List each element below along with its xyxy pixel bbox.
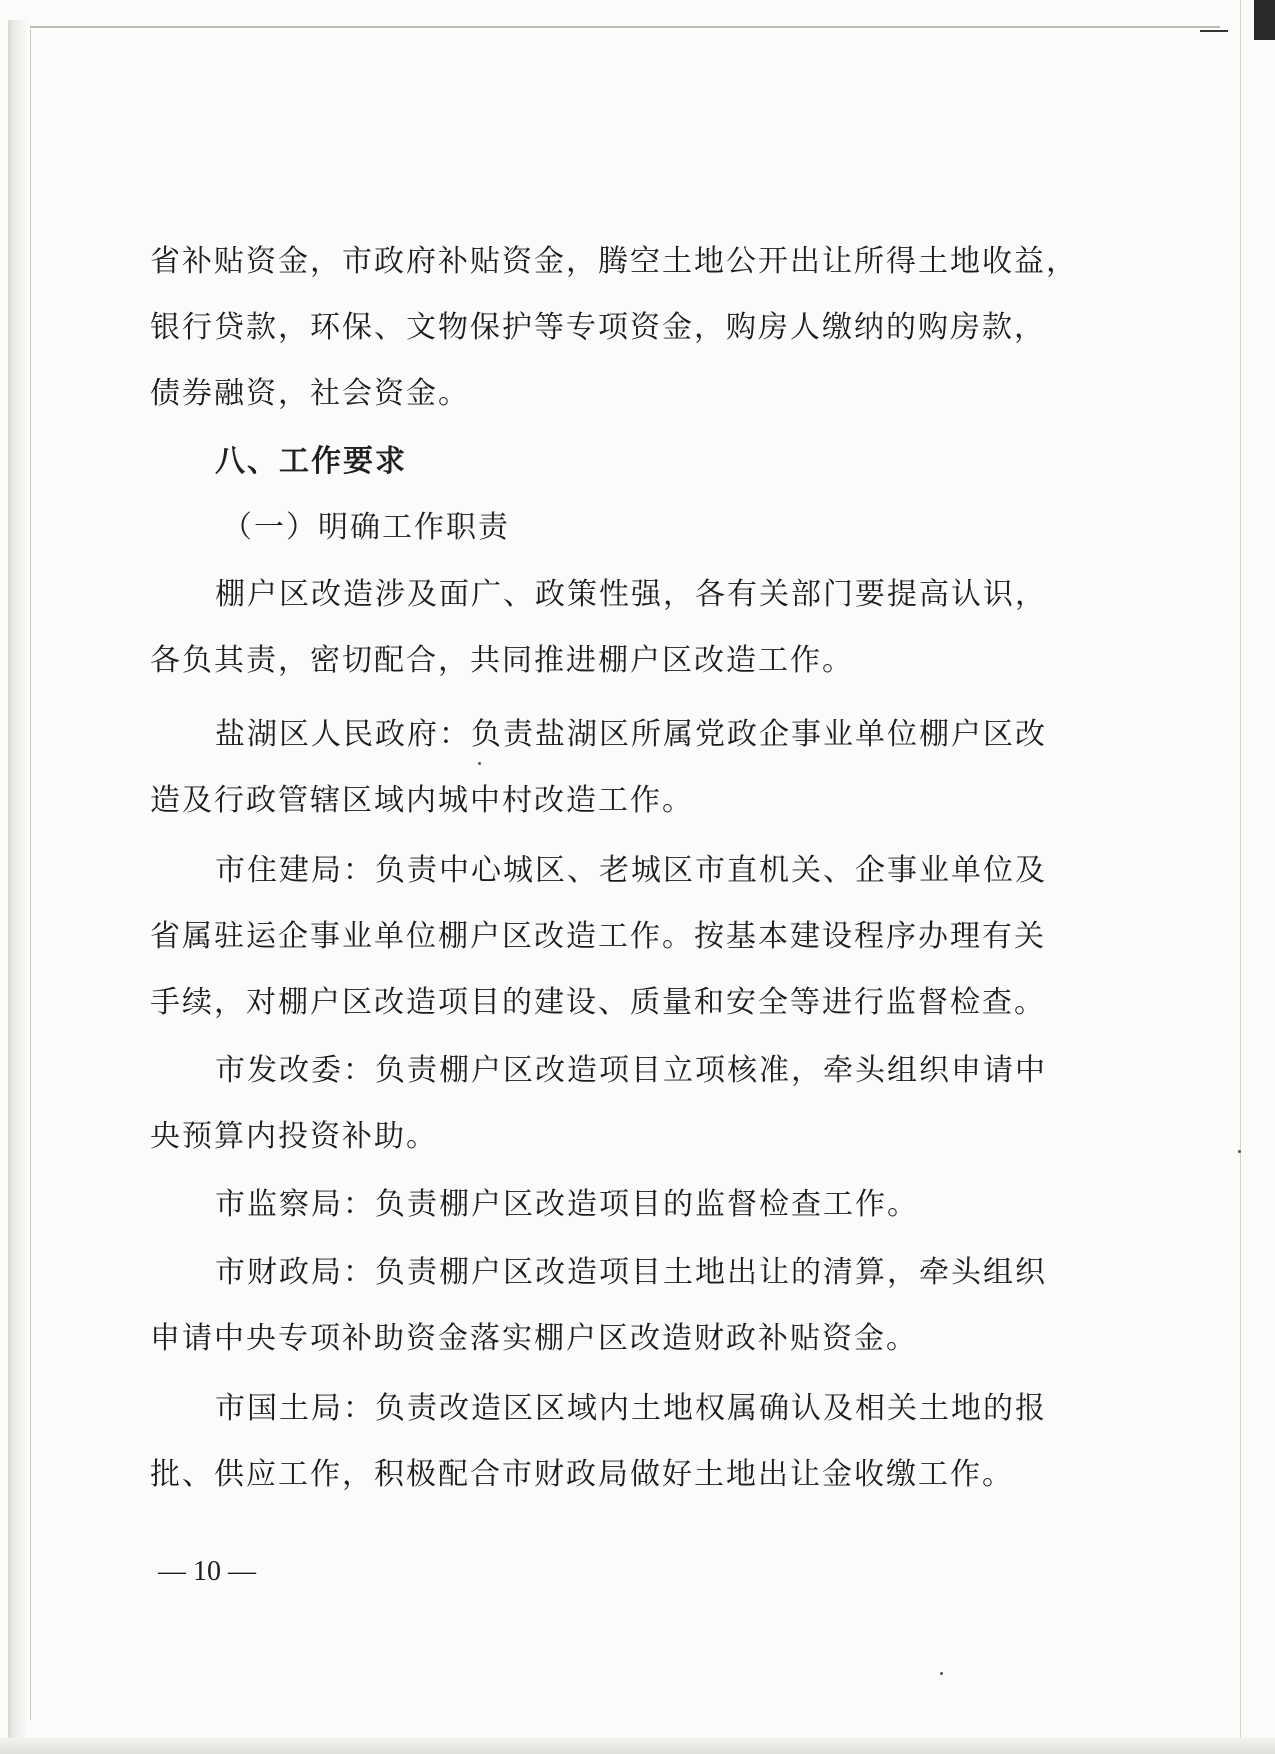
text-line: 省补贴资金，市政府补贴资金，腾空土地公开出让所得土地收益， (150, 244, 1078, 279)
text-line: 盐湖区人民政府：负责盐湖区所属党政企事业单位棚户区改 (215, 717, 1047, 752)
text-line: 棚户区改造涉及面广、政策性强，各有关部门要提高认识， (215, 577, 1047, 612)
scan-corner-shadow (1254, 0, 1275, 40)
scan-bottom-edge (0, 1738, 1275, 1754)
scan-speck (478, 762, 481, 765)
scan-left-edge (8, 20, 26, 1740)
text-line: 市住建局：负责中心城区、老城区市直机关、企事业单位及 (215, 853, 1047, 888)
text-line: 省属驻运企事业单位棚户区改造工作。按基本建设程序办理有关 (150, 919, 1046, 954)
text-line: 市监察局：负责棚户区改造项目的监督检查工作。 (215, 1187, 919, 1222)
scan-left-border (30, 30, 31, 1720)
text-line: 市国土局：负责改造区区域内土地权属确认及相关土地的报 (215, 1391, 1047, 1426)
text-line: 银行贷款，环保、文物保护等专项资金，购房人缴纳的购房款， (150, 310, 1046, 345)
subsection-heading: （一）明确工作职责 (222, 510, 510, 545)
text-line: 债券融资，社会资金。 (150, 376, 470, 411)
text-line: 央预算内投资补助。 (150, 1119, 438, 1154)
text-line: 手续，对棚户区改造项目的建设、质量和安全等进行监督检查。 (150, 985, 1046, 1020)
scan-top-border (30, 26, 1220, 28)
scan-speck (1238, 1150, 1241, 1153)
text-line: 申请中央专项补助资金落实棚户区改造财政补贴资金。 (150, 1321, 918, 1356)
text-line: 市发改委：负责棚户区改造项目立项核准，牵头组织申请中 (215, 1053, 1047, 1088)
corner-mark (1200, 30, 1228, 32)
scan-right-border (1240, 0, 1241, 1754)
text-line: 造及行政管辖区域内城中村改造工作。 (150, 783, 694, 818)
scan-speck (940, 1672, 943, 1675)
section-heading: 八、工作要求 (215, 444, 407, 479)
text-line: 市财政局：负责棚户区改造项目土地出让的清算，牵头组织 (215, 1255, 1047, 1290)
text-line: 批、供应工作，积极配合市财政局做好土地出让金收缴工作。 (150, 1457, 1014, 1492)
page-number: — 10 — (158, 1556, 256, 1587)
text-line: 各负其责，密切配合，共同推进棚户区改造工作。 (150, 643, 854, 678)
